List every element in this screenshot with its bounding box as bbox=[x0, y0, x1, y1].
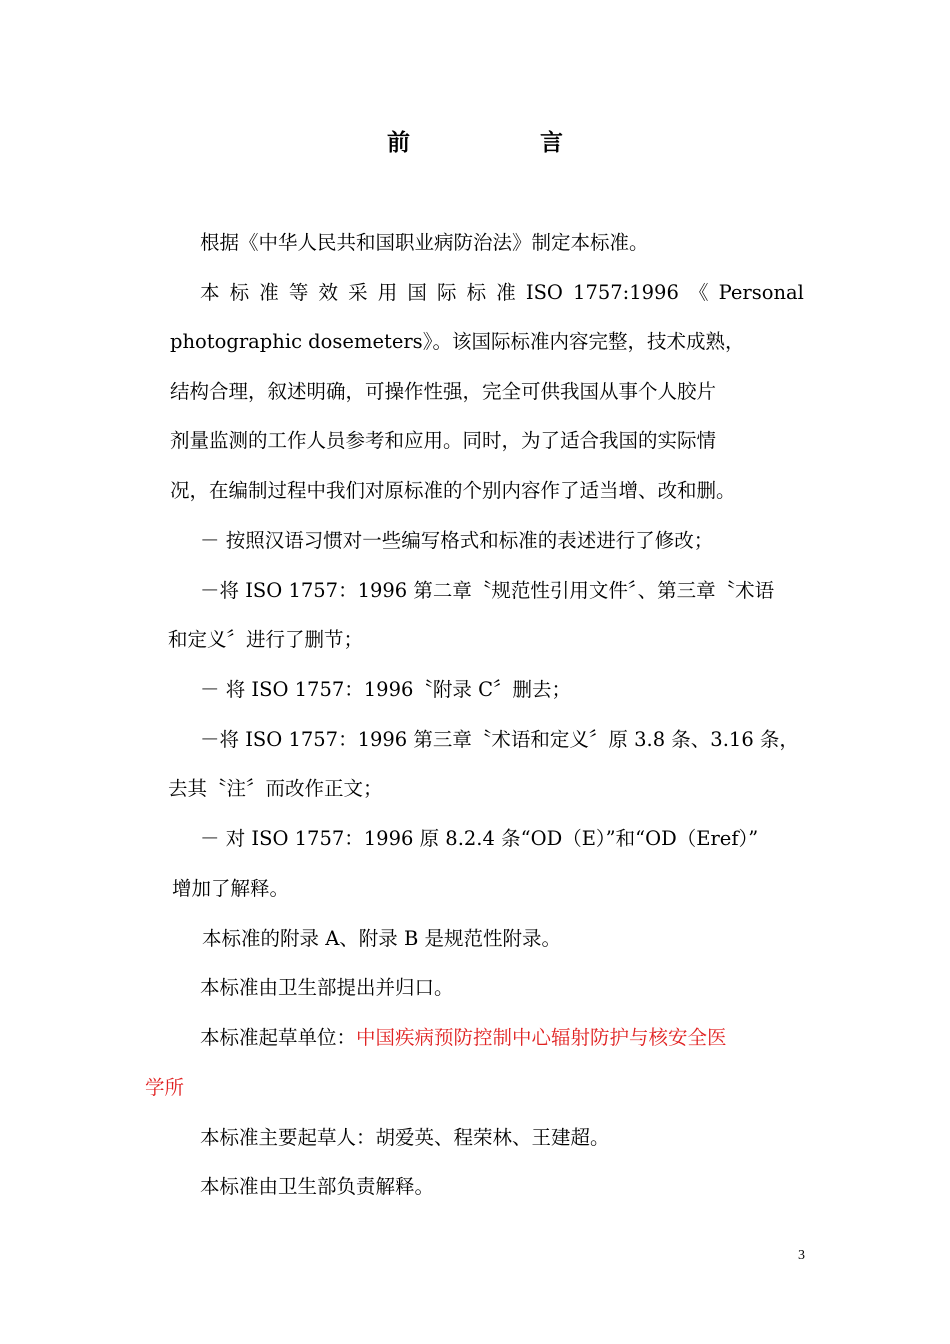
title-char-1: 前 bbox=[387, 129, 410, 156]
paragraph-interpretation: 本标准由卫生部负责解释。 bbox=[200, 1175, 435, 1198]
paragraph-adoption-line-4: 剂量监测的工作人员参考和应用。同时，为了适合我国的实际情 bbox=[170, 429, 717, 452]
spread-word: Personal bbox=[718, 281, 804, 304]
paragraph-adoption-line-2: photographic dosemeters》。该国际标准内容完整，技术成熟， bbox=[170, 330, 745, 353]
spread-word: 用 bbox=[377, 281, 398, 304]
spread-word: 本 bbox=[200, 281, 220, 304]
page-title bbox=[0, 124, 950, 157]
spread-word: 采 bbox=[348, 281, 368, 304]
drafting-unit-value: 中国疾病预防控制中心辐射防护与核安全医 bbox=[356, 1026, 727, 1049]
spread-word: 准 bbox=[496, 281, 516, 304]
list-item-od-explanation-line-1: － 对 ISO 1757：1996 原 8.2.4 条“OD（E）”和“OD（Eref）” bbox=[200, 827, 759, 850]
list-item-chapter-abridge-line-2: 和定义〞进行了删节； bbox=[168, 628, 364, 651]
paragraph-adoption-line-5: 况，在编制过程中我们对原标准的个别内容作了适当增、改和删。 bbox=[170, 479, 736, 502]
paragraph-drafting-unit-line-2: 学所 bbox=[145, 1076, 185, 1099]
spread-word: 1757:1996 bbox=[573, 281, 679, 304]
list-item-notes-line-1: －将 ISO 1757：1996 第三章〝术语和定义〞原 3.8 条、3.16 条， bbox=[200, 728, 799, 751]
spread-word: 等 bbox=[288, 281, 309, 304]
page-number: 3 bbox=[798, 1248, 805, 1263]
paragraph-adoption-line-1 bbox=[200, 280, 804, 306]
list-item-format-revision: － 按照汉语习惯对一些编写格式和标准的表述进行了修改； bbox=[200, 529, 714, 552]
spread-word: 标 bbox=[466, 281, 487, 304]
spread-word: ISO bbox=[525, 281, 563, 304]
spread-word: 国 bbox=[407, 281, 427, 304]
spread-word: 效 bbox=[318, 281, 339, 304]
paragraph-drafters: 本标准主要起草人：胡爱英、程荣林、王建超。 bbox=[200, 1126, 610, 1149]
paragraph-appendix-note: 本标准的附录 A、附录 B 是规范性附录。 bbox=[202, 927, 562, 950]
spread-word: 《 bbox=[688, 281, 709, 304]
spread-word: 际 bbox=[437, 281, 457, 304]
spread-word: 准 bbox=[259, 281, 279, 304]
drafting-unit-label: 本标准起草单位： bbox=[200, 1026, 357, 1049]
list-item-notes-line-2: 去其〝注〞而改作正文； bbox=[168, 777, 383, 800]
list-item-appendix-delete: － 将 ISO 1757：1996〝附录 C〞删去； bbox=[200, 678, 572, 701]
paragraph-proposer: 本标准由卫生部提出并归口。 bbox=[200, 976, 454, 999]
paragraph-legal-basis: 根据《中华人民共和国职业病防治法》制定本标准。 bbox=[200, 231, 649, 254]
paragraph-adoption-line-3: 结构合理，叙述明确，可操作性强，完全可供我国从事个人胶片 bbox=[170, 380, 717, 403]
paragraph-drafting-unit-line-1 bbox=[200, 1025, 727, 1051]
title-char-2: 言 bbox=[540, 129, 563, 156]
list-item-chapter-abridge-line-1: －将 ISO 1757：1996 第二章〝规范性引用文件〞、第三章〝术语 bbox=[200, 579, 775, 602]
list-item-od-explanation-line-2: 增加了解释。 bbox=[172, 877, 290, 900]
spread-word: 标 bbox=[229, 281, 250, 304]
